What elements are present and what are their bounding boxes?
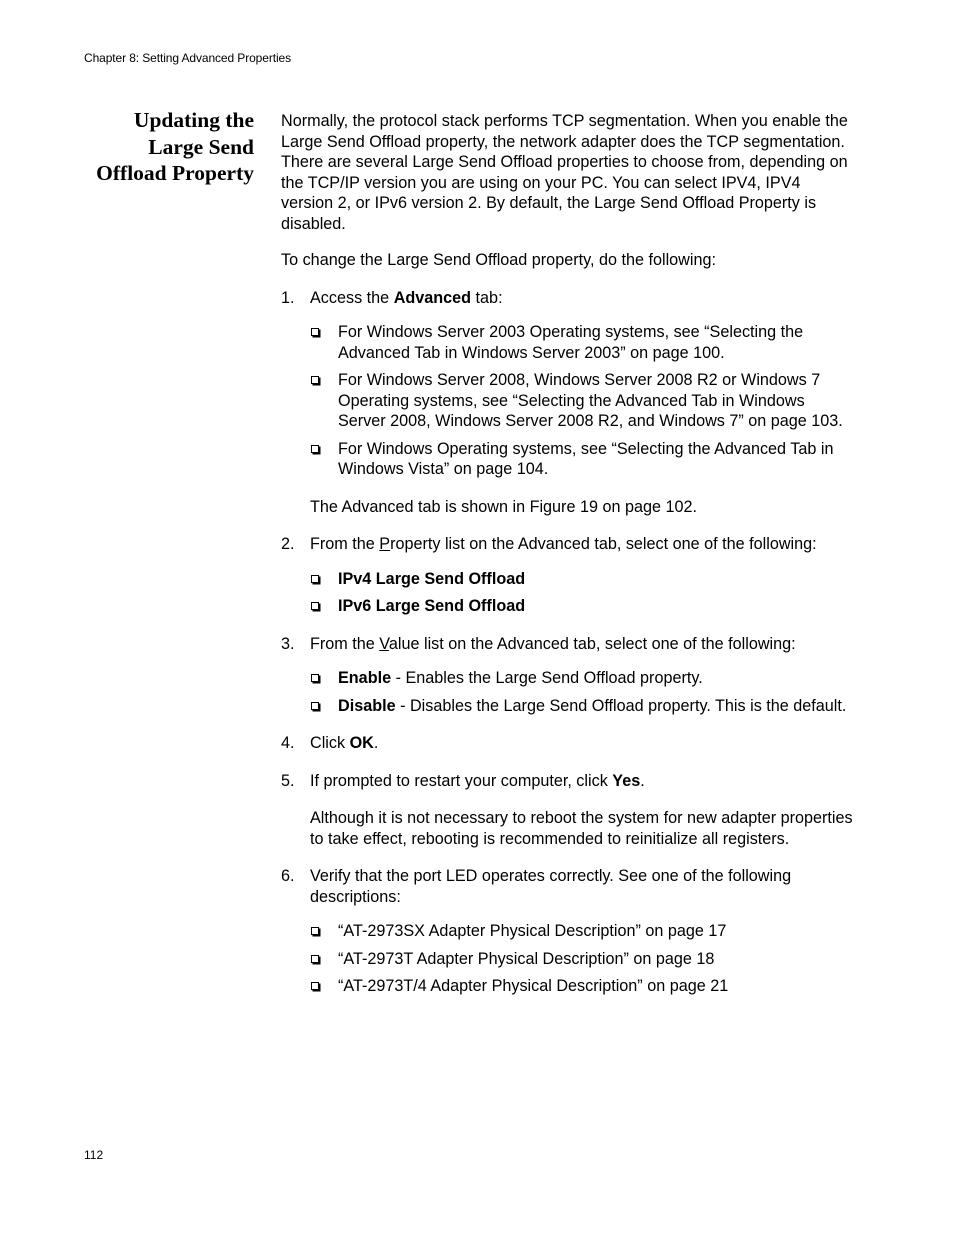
list-item: “AT-2973SX Adapter Physical Description” on page 17 <box>310 921 853 942</box>
step-text: Click OK. <box>310 734 379 752</box>
step-text: Verify that the port LED operates correctly. See one of the following descriptions: <box>310 867 792 906</box>
list-item: For Windows Operating systems, see “Selecting the Advanced Tab in Windows Vista” on page 104. <box>310 439 853 480</box>
section-heading-line: Large Send <box>148 134 254 159</box>
procedure-step-6 <box>281 866 853 997</box>
page-number: 112 <box>84 1148 104 1162</box>
procedure-step-2 <box>281 534 853 617</box>
list-item: For Windows Server 2003 Operating systems, see “Selecting the Advanced Tab in Windows Server 2003” on page 100. <box>310 322 853 363</box>
checkbox-bullet-icon <box>311 328 319 336</box>
step-1-options <box>310 322 853 480</box>
step-text: From the Value list on the Advanced tab, select one of the following: <box>310 634 796 653</box>
step-number: 1. <box>281 288 295 307</box>
step-number: 5. <box>281 771 295 790</box>
step-2-options <box>310 569 853 617</box>
step-number: 3. <box>281 634 295 653</box>
step-3-options <box>310 668 853 716</box>
procedure-intro: To change the Large Send Offload property, do the following: <box>281 251 716 269</box>
checkbox-bullet-icon <box>311 927 319 935</box>
procedure-step-3 <box>281 634 853 717</box>
procedure-step-5 <box>281 771 853 850</box>
checkbox-bullet-icon <box>311 602 319 610</box>
ui-label-advanced: Advanced <box>393 288 472 307</box>
list-item: IPv6 Large Send Offload <box>310 596 853 617</box>
intro-paragraph: Normally, the protocol stack performs TCP segmentation. When you enable the Large Send Offload property, the network adapter does the TCP segmentation. There are several Large Send Offload properties to choose from, depending on the TCP/IP version you are using on your PC. You can select IPV4, IPV4 version 2, or IPv6 version 2. By default, the Large Send Offload Property is disabled. <box>281 112 848 233</box>
step-note: Although it is not necessary to reboot the system for new adapter properties to take effect, rebooting is recommended to reinitialize all registers. <box>310 809 853 848</box>
list-item: IPv4 Large Send Offload <box>310 569 853 590</box>
section-body <box>281 111 853 997</box>
step-number: 2. <box>281 535 295 553</box>
step-note: The Advanced tab is shown in Figure 19 on page 102. <box>310 497 697 516</box>
list-item: Disable - Disables the Large Send Offload property. This is the default. <box>310 696 853 717</box>
step-number: 4. <box>281 734 295 752</box>
checkbox-bullet-icon <box>311 445 319 453</box>
section-heading <box>70 107 254 187</box>
checkbox-bullet-icon <box>311 575 319 583</box>
checkbox-bullet-icon <box>311 982 319 990</box>
step-6-options <box>310 921 853 997</box>
section-heading-line: Updating the <box>133 108 254 132</box>
checkbox-bullet-icon <box>311 702 319 710</box>
checkbox-bullet-icon <box>311 955 319 963</box>
section-heading-line: Offload Property <box>96 161 254 185</box>
step-text: From the Property list on the Advanced tab, select one of the following: <box>310 535 817 553</box>
running-header: Chapter 8: Setting Advanced Properties <box>84 51 291 65</box>
list-item: Enable - Enables the Large Send Offload property. <box>310 668 853 689</box>
step-text: If prompted to restart your computer, click Yes. <box>310 771 645 790</box>
step-text: Access the Advanced tab: <box>310 288 503 307</box>
checkbox-bullet-icon <box>311 674 319 682</box>
step-number: 6. <box>281 867 295 885</box>
procedure-step-4 <box>281 733 853 754</box>
checkbox-bullet-icon <box>311 376 319 384</box>
list-item: “AT-2973T Adapter Physical Description” on page 18 <box>310 949 853 970</box>
procedure-step-1 <box>281 288 853 518</box>
list-item: “AT-2973T/4 Adapter Physical Description” on page 21 <box>310 976 853 997</box>
list-item: For Windows Server 2008, Windows Server 2008 R2 or Windows 7 Operating systems, see “Selecting the Advanced Tab in Windows Server 2008, Windows Server 2008 R2, and Windows 7” on page 103. <box>310 370 853 432</box>
